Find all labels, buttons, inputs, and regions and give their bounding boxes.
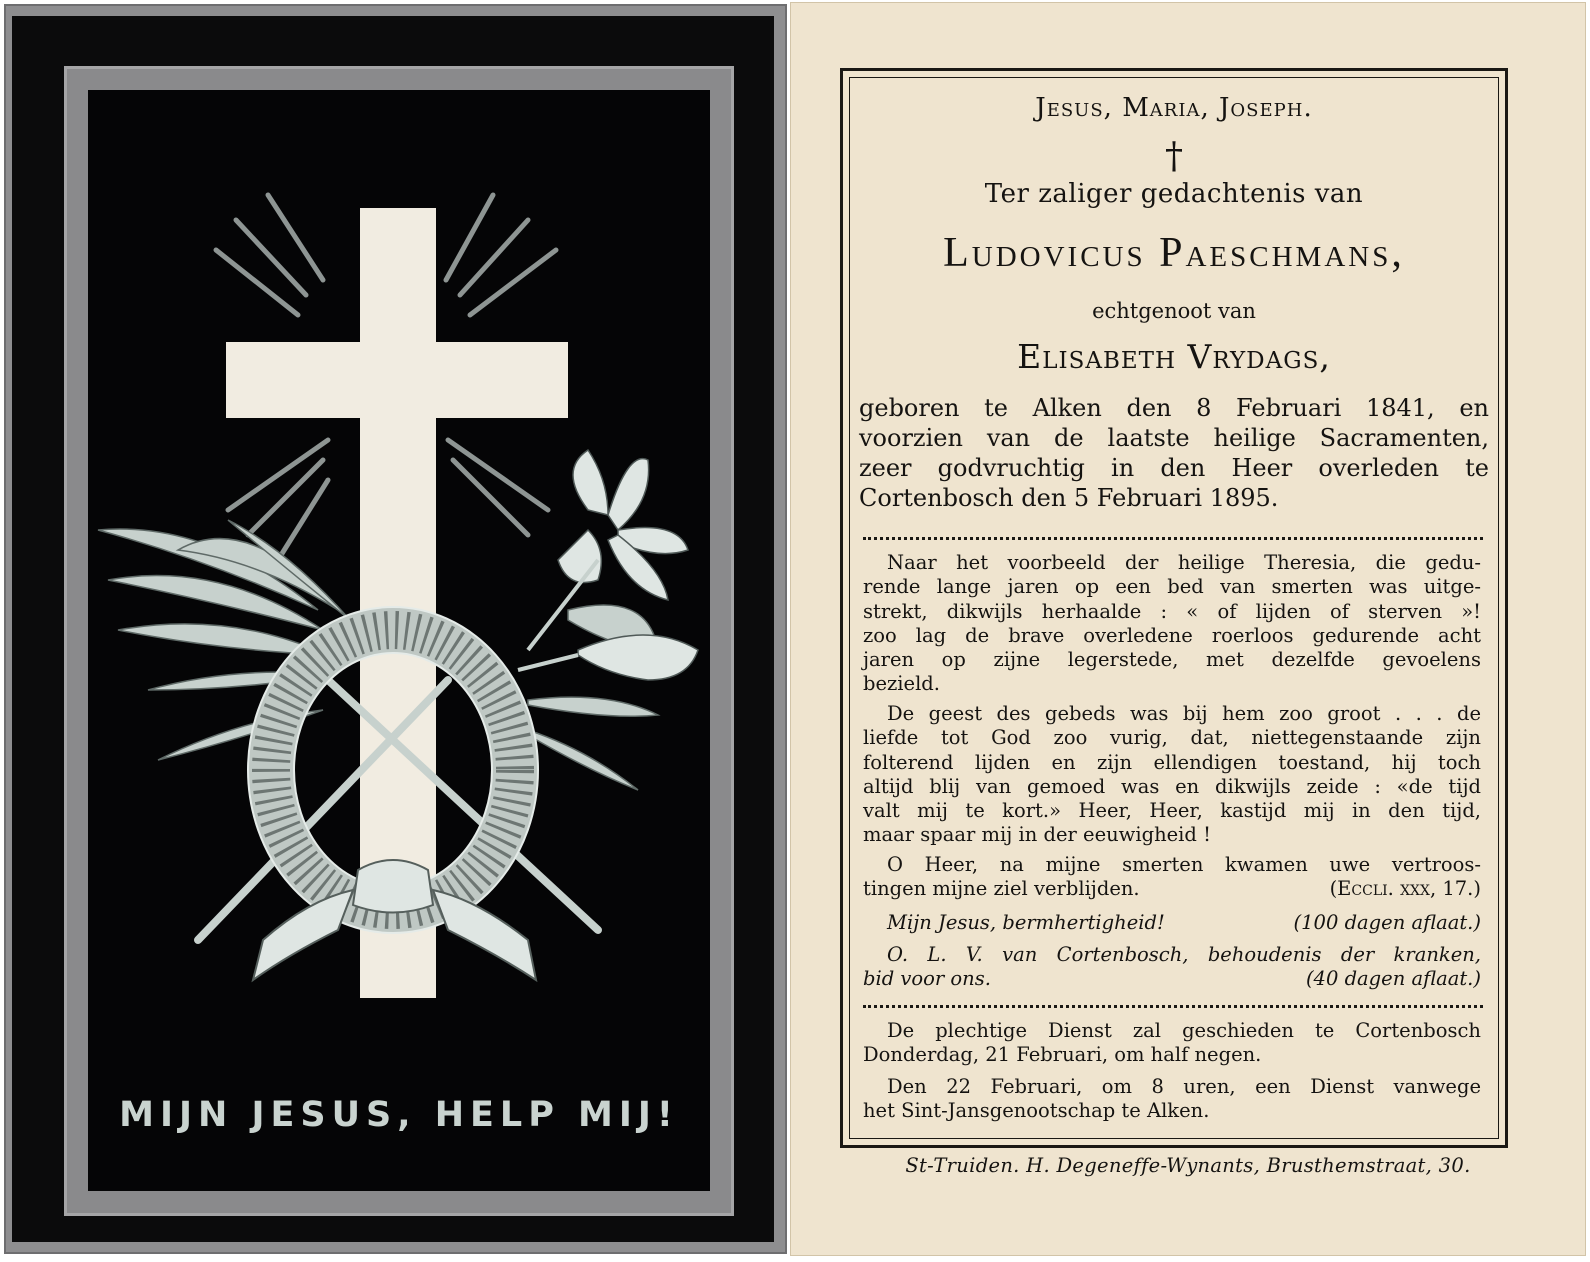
prayer-row <box>863 911 1481 935</box>
scripture-row <box>863 877 1481 901</box>
paragraph-line: rende lange jaren op een bed van smerten was uitge- <box>863 575 1481 599</box>
paragraph-line: De plechtige Dienst zal geschieden te Cortenbosch <box>887 1019 1481 1042</box>
cross-wreath-illustration <box>88 90 710 1191</box>
memorial-intro: Ter zaliger gedachtenis van <box>984 179 1364 209</box>
prayer-mercy <box>843 911 1505 935</box>
paragraph-line: jaren op zijne legerstede, met dezelfde gevoelens <box>863 648 1481 672</box>
card-front <box>4 4 787 1254</box>
invocation: Jesus, Maria, Joseph. <box>1035 93 1313 123</box>
indulgence-note: (100 dagen aflaat.) <box>1293 911 1481 934</box>
indulgence-note: (40 dagen aflaat.) <box>1305 967 1481 991</box>
paragraph-line: tingen mijne ziel verblijden. <box>863 877 1140 901</box>
dotted-divider <box>863 1005 1483 1008</box>
card-back <box>790 2 1586 1256</box>
paragraph-line: Den 22 Februari, om 8 uren, een Dienst vanwege <box>887 1075 1481 1098</box>
scripture-citation: (Eccli. xxx, 17.) <box>1329 877 1481 901</box>
card-back-frame <box>840 68 1508 1148</box>
service-announcement-2 <box>843 1075 1505 1124</box>
lily-flower-icon <box>518 450 698 680</box>
dotted-divider <box>863 537 1483 540</box>
small-cross-icon: † <box>1165 136 1183 177</box>
deceased-name: Ludovicus Paeschmans, <box>943 230 1405 276</box>
card-front-frame <box>64 66 734 1216</box>
paragraph-line: maar spaar mij in der eeuwigheid ! <box>863 823 1211 847</box>
paragraph-scripture <box>843 853 1505 902</box>
paragraph-theresia <box>843 551 1505 697</box>
bio-line: voorzien van de laatste heilige Sacramenten, <box>859 424 1489 452</box>
paragraph-line: folterend lijden en zijn ellendigen toestand, hij toch <box>863 750 1481 774</box>
front-motto: MIJN JESUS, HELP MIJ! <box>119 1095 679 1135</box>
bio-line: Cortenbosch den 5 Februari 1895. <box>859 484 1279 512</box>
paragraph-line: De geest des gebeds was bij hem zoo groot . . . de <box>887 702 1481 725</box>
paragraph-line: O Heer, na mijne smerten kwamen uwe vertroos- <box>887 853 1481 876</box>
card-front-border <box>12 16 774 1242</box>
card-front-panel <box>88 90 710 1191</box>
paragraph-line: Donderdag, 21 Februari, om half negen. <box>863 1043 1262 1067</box>
paragraph-line: zoo lag de brave overledene roerloos gedurende acht <box>863 623 1481 647</box>
printer-imprint: St-Truiden. H. Degeneffe-Wynants, Brusthemstraat, 30. <box>905 1154 1471 1177</box>
paragraph-line: bezield. <box>863 672 940 696</box>
paragraph-line: liefde tot God zoo vurig, dat, niettegenstaande zijn <box>863 726 1481 750</box>
spouse-label: echtgenoot van <box>1092 299 1256 323</box>
prayer-text: bid voor ons. <box>863 967 991 991</box>
paragraph-line: Naar het voorbeeld der heilige Theresia, die gedu- <box>887 551 1481 574</box>
prayer-text: Mijn Jesus, bermhertigheid! <box>887 911 1165 934</box>
paragraph-prayer <box>843 702 1505 848</box>
service-announcement <box>843 1019 1505 1068</box>
paragraph-line: altijd blij van gemoed was en dikwijls zeide : «de tijd <box>863 774 1481 798</box>
biography <box>843 393 1505 513</box>
prayer-row <box>863 967 1481 991</box>
bio-line: geboren te Alken den 8 Februari 1841, en <box>859 394 1489 422</box>
paragraph-line: strekt, dikwijls herhaalde : « of lijden of sterven »! <box>863 599 1481 623</box>
bio-line: zeer godvruchtig in den Heer overleden te <box>859 454 1489 482</box>
spouse-name: Elisabeth Vrydags, <box>1017 337 1331 376</box>
paragraph-line: valt mij te kort.» Heer, Heer, kastijd mij in den tijd, <box>863 799 1481 823</box>
prayer-text: O. L. V. van Cortenbosch, behoudenis der kranken, <box>887 943 1481 966</box>
paragraph-line: het Sint-Jansgenootschap te Alken. <box>863 1099 1210 1123</box>
prayer-cortenbosch <box>843 943 1505 992</box>
